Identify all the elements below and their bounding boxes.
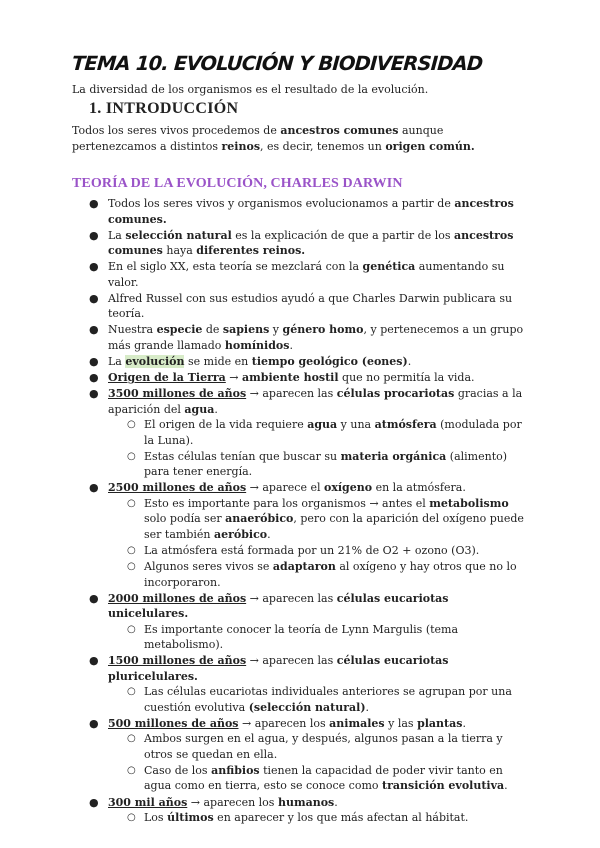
list-item (72, 480, 532, 590)
emphasis-text: sapiens (222, 323, 270, 337)
bullet-icon: ● (89, 654, 99, 668)
sub-list-item (108, 622, 532, 653)
emphasis-text: 2500 millones de años (108, 481, 247, 495)
emphasis-text: células procariotas (336, 387, 455, 401)
list-item-text: 500 millones de años → aparecen los animales y las plantas. (108, 716, 466, 730)
hollow-bullet-icon: ○ (127, 419, 136, 431)
sub-list-item (108, 763, 532, 794)
emphasis-text: transición evolutiva (382, 779, 505, 793)
emphasis-text: reinos (221, 140, 261, 153)
list-item (72, 386, 532, 480)
hollow-bullet-icon: ○ (127, 733, 136, 745)
emphasis-text: origen común. (385, 140, 475, 153)
emphasis-text: últimos (167, 811, 214, 824)
hollow-bullet-icon: ○ (127, 812, 136, 823)
emphasis-text: Origen de la Tierra (108, 371, 226, 385)
list-item-text: Alfred Russel con sus estudios ayudó a que Charles Darwin publicara su teoría. (108, 291, 513, 321)
list-item (72, 259, 532, 290)
sub-list-item-text: Caso de los anfibios tienen la capacidad de poder vivir tanto en agua como en tierra, esto se conoce como transición evolutiva. (144, 763, 508, 793)
bullet-icon: ● (89, 591, 99, 605)
list-item (72, 716, 532, 794)
sub-list-item-text: Estas células tenían que buscar su materia orgánica (alimento) para tener energía. (144, 449, 508, 479)
emphasis-text: 500 millones de años (108, 716, 239, 730)
bullet-icon: ● (89, 291, 99, 305)
list-item-text: Origen de la Tierra → ambiente hostil que no permitía la vida. (108, 371, 475, 385)
sub-list-item (108, 417, 532, 448)
sub-list (108, 684, 532, 715)
sub-list-item-text: Algunos seres vivos se adaptaron al oxígeno y hay otros que no lo incorporaron. (144, 560, 517, 589)
sub-list-item-text: Ambos surgen en el agua, y después, algunos pasan a la tierra y otros se quedan en ella. (144, 732, 503, 761)
intro-paragraph: Todos los seres vivos procedemos de ancestros comunes aunque pertenezcamos a distintos reinos, es decir, tenemos un origen común. (72, 124, 475, 153)
list-item-text: 300 mil años → aparecen los humanos. (108, 795, 338, 809)
emphasis-text: atmósfera (374, 418, 437, 432)
emphasis-text: materia orgánica (340, 449, 447, 463)
bullet-icon: ● (89, 481, 99, 495)
emphasis-text: homínidos (224, 338, 290, 352)
list-item (72, 291, 532, 322)
hollow-bullet-icon: ○ (127, 686, 136, 698)
list-item (72, 795, 532, 826)
list-item (72, 354, 532, 370)
list-item-text: Nuestra especie de sapiens y género homo, y pertenecemos a un grupo más grande llamado homínidos. (108, 323, 524, 352)
hollow-bullet-icon: ○ (127, 764, 136, 776)
emphasis-text: agua (184, 402, 215, 416)
emphasis-text: (selección natural) (248, 700, 366, 714)
emphasis-text: ambiente hostil (242, 371, 339, 385)
sub-list-item (108, 731, 532, 762)
sub-list-item-text: Los últimos en aparecer y los que más afectan al hábitat. (144, 811, 469, 824)
emphasis-text: tiempo geológico (eones) (251, 354, 408, 368)
emphasis-text: ancestros comunes (280, 124, 399, 137)
emphasis-text: ancestros comunes (108, 228, 514, 258)
list-item-text: La selección natural es la explicación de que a partir de los ancestros comunes haya diferentes reinos. (108, 228, 514, 258)
list-item (72, 322, 532, 353)
sub-list-item-text: La atmósfera está formada por un 21% de O2 + ozono (O3). (144, 543, 480, 557)
list-item-text: En el siglo XX, esta teoría se mezclará con la genética aumentando su valor. (108, 260, 505, 289)
emphasis-text: oxígeno (323, 481, 373, 495)
bullet-icon: ● (89, 795, 99, 809)
sub-list (108, 731, 532, 794)
emphasis-text: agua (307, 418, 338, 432)
hollow-bullet-icon: ○ (127, 450, 136, 462)
list-item (72, 591, 532, 653)
bullet-icon: ● (89, 197, 99, 210)
emphasis-text: especie (156, 323, 203, 337)
list-item (72, 653, 532, 715)
section-heading-darwin: TEORÍA DE LA EVOLUCIÓN, CHARLES DARWIN (72, 176, 403, 191)
emphasis-text: 300 mil años (108, 795, 188, 809)
sub-list-item-text: El origen de la vida requiere agua y una atmósfera (modulada por la Luna). (144, 418, 522, 447)
hollow-bullet-icon: ○ (127, 497, 136, 509)
sub-list-item (108, 496, 532, 543)
sub-list-item-text: Las células eucariotas individuales anteriores se agrupan por una cuestión evolutiva (selección natural). (144, 685, 512, 714)
emphasis-text: animales (329, 716, 385, 730)
hollow-bullet-icon: ○ (127, 623, 136, 635)
list-item-text: 2000 millones de años → aparecen las células eucariotas unicelulares. (108, 591, 449, 621)
list-item (72, 196, 532, 227)
sub-list (108, 496, 532, 590)
sub-list-item-text: Es importante conocer la teoría de Lynn Margulis (tema metabolismo). (144, 622, 459, 652)
sub-list-item (108, 449, 532, 480)
emphasis-text: metabolismo (429, 496, 509, 510)
sub-list-item (108, 543, 532, 559)
emphasis-text: plantas (417, 716, 463, 730)
emphasis-text: genética (362, 260, 416, 274)
emphasis-text: género homo (282, 323, 364, 337)
sub-list (108, 417, 532, 480)
sub-list (108, 622, 532, 653)
emphasis-text: células eucariotas unicelulares. (108, 591, 449, 621)
emphasis-text: ancestros comunes. (108, 197, 514, 226)
emphasis-text: diferentes reinos. (196, 244, 306, 258)
sub-list-item (108, 559, 532, 590)
emphasis-text: humanos (277, 795, 335, 809)
document-subtitle: La diversidad de los organismos es el resultado de la evolución. (72, 83, 429, 96)
list-item-text: La evolución se mide en tiempo geológico (eones). (108, 354, 412, 368)
emphasis-text: anfibios (211, 763, 260, 777)
emphasis-text: células eucariotas pluricelulares. (108, 654, 449, 683)
emphasis-text: selección natural (125, 228, 232, 242)
emphasis-text: anaeróbico (225, 512, 294, 526)
list-item (72, 228, 532, 259)
sub-list-item (108, 810, 532, 826)
emphasis-text: evolución (125, 354, 185, 368)
bullet-icon: ● (89, 260, 99, 274)
darwin-bullet-list (72, 196, 532, 826)
emphasis-text: 1500 millones de años (108, 654, 247, 668)
list-item-text: 2500 millones de años → aparece el oxígeno en la atmósfera. (108, 481, 466, 495)
emphasis-text: 3500 millones de años (108, 387, 247, 401)
sub-list (108, 810, 532, 826)
emphasis-text: 2000 millones de años (108, 591, 247, 605)
hollow-bullet-icon: ○ (127, 561, 136, 573)
list-item-text: Todos los seres vivos y organismos evolucionamos a partir de ancestros comunes. (108, 197, 514, 226)
list-item-text: 3500 millones de años → aparecen las células procariotas gracias a la aparición del agua. (108, 387, 523, 416)
bullet-icon: ● (89, 354, 99, 368)
bullet-icon: ● (89, 716, 99, 730)
bullet-icon: ● (89, 387, 99, 401)
emphasis-text: adaptaron (272, 560, 336, 574)
bullet-icon: ● (89, 228, 99, 242)
hollow-bullet-icon: ○ (127, 544, 136, 556)
document-title: TEMA 10. EVOLUCIÓN Y BIODIVERSIDAD (71, 52, 484, 75)
emphasis-text: aeróbico (213, 527, 268, 541)
sub-list-item (108, 684, 532, 715)
bullet-icon: ● (89, 371, 99, 385)
list-item-text: 1500 millones de años → aparecen las células eucariotas pluricelulares. (108, 654, 449, 683)
section-heading-introduccion: 1. INTRODUCCIÓN (89, 100, 239, 117)
bullet-icon: ● (89, 323, 99, 337)
list-item (72, 370, 532, 386)
sub-list-item-text: Esto es importante para los organismos → antes el metabolismo solo podía ser anaeróbico, pero con la aparición del oxígeno puede ser también aeróbico. (144, 496, 524, 541)
